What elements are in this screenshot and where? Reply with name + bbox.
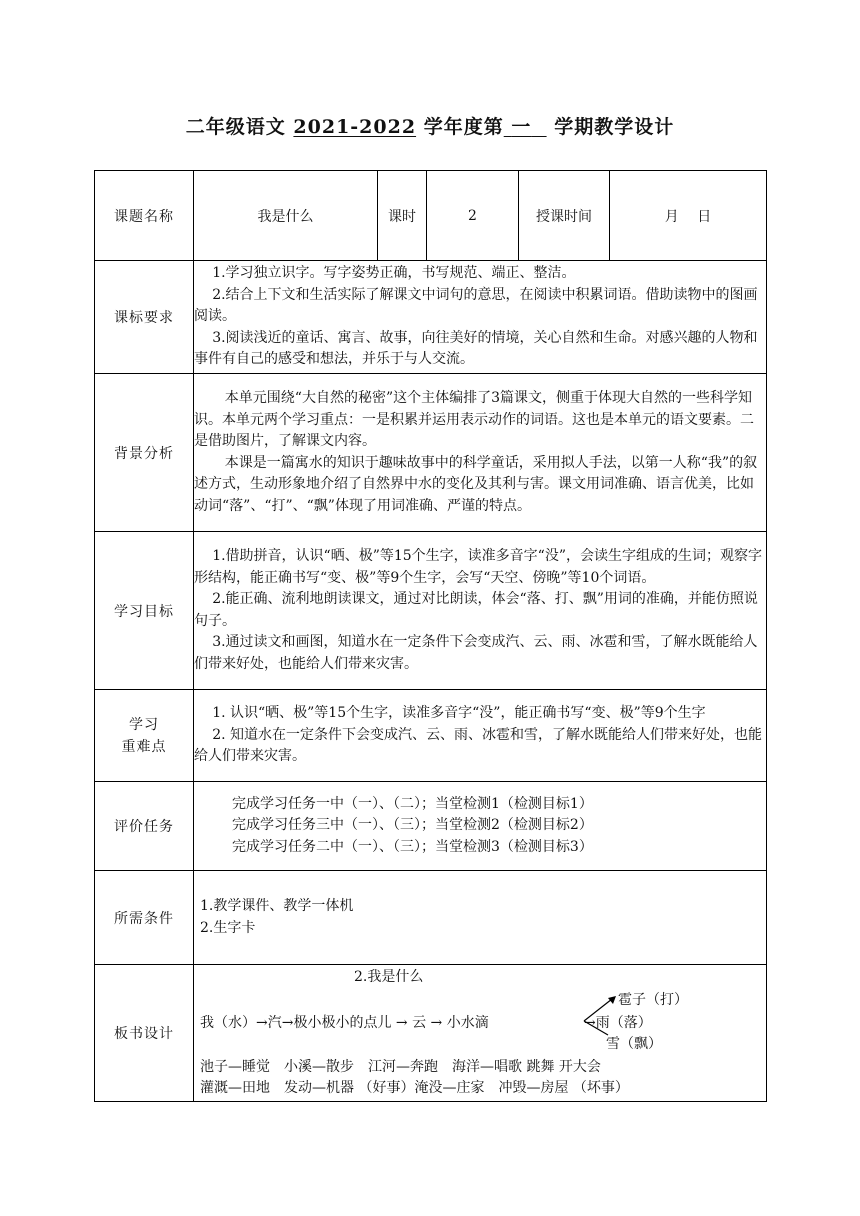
time-value: 月 日 [610, 171, 767, 261]
conditions-line: 1.教学课件、教学一体机 [200, 898, 354, 914]
board-label: 板书设计 [95, 965, 194, 1102]
page-title [0, 112, 860, 139]
conditions-label: 所需条件 [95, 871, 194, 965]
difficulties-line: 2. 知道水在一定条件下会变成汽、云、雨、冰雹和雪，了解水既能给人们带来好处，也能给人们带来灾害。 [194, 726, 762, 765]
row-standards [95, 261, 767, 374]
objectives-line: 3.通过读文和画图，知道水在一定条件下会变成汽、云、雨、冰雹和雪，了解水既能给人们带来好处，也能给人们带来灾害。 [194, 634, 758, 672]
board-content [194, 965, 767, 1102]
title-year: 2021-2022 [293, 116, 417, 138]
title-term: 一 [511, 116, 532, 138]
background-line: 本课是一篇寓水的知识于趣味故事中的科学童话，采用拟人手法，以第一人称“我”的叙述方式，生动形象地介绍了自然界中水的变化及其利与害。课文用词准确、语言优美，比如动词“落”、“打”、“飘”体现了用词准确、严谨的特点。 [194, 454, 758, 514]
row-board [95, 965, 767, 1102]
difficulties-content [194, 690, 767, 782]
lesson-plan-table [94, 170, 767, 1102]
objectives-content [194, 532, 767, 690]
difficulties-line: 1. 认识“晒、极”等15个生字，读准多音字“没”，能正确书写“变、极”等9个生字 [212, 705, 706, 722]
evaluation-content [194, 782, 767, 871]
board-branch-top: 雹子（打） [618, 992, 688, 1008]
topic-value: 我是什么 [194, 171, 378, 261]
objectives-line: 1.借助拼音，认识“晒、极”等15个生字，读准多音字“没”，会读生字组成的生词；观察字形结构，能正确书写“变、极”等9个生字，会写“天空、傍晚”等10个词语。 [194, 548, 762, 586]
standards-line: 2.结合上下文和生活实际了解课文中词句的意思，在阅读中积累词语。借助读物中的图画阅读。 [194, 286, 758, 325]
board-branch-mid: →雨（落） [584, 1015, 652, 1031]
title-prefix: 二年级语文 [185, 116, 286, 138]
topic-label: 课题名称 [95, 171, 194, 261]
evaluation-line: 完成学习任务二中（一）、（三）；当堂检测3（检测目标3） [232, 838, 593, 855]
row-background [95, 374, 767, 532]
row-difficulties [95, 690, 767, 782]
board-chain: 我（水）→汽→极小极小的点儿 → 云 → 小水滴 [200, 1015, 489, 1031]
row-topic [95, 171, 767, 261]
board-row2: 灌溉—田地 发动—机器 （好事）淹没—庄家 冲毁—房屋 （坏事） [200, 1080, 629, 1096]
title-suffix: 学期教学设计 [554, 116, 675, 138]
objectives-label: 学习目标 [95, 532, 194, 690]
standards-line: 3.阅读浅近的童话、寓言、故事，向往美好的情境，关心自然和生命。对感兴趣的人物和事件有自己的感受和想法，并乐于与人交流。 [194, 329, 758, 368]
hours-label: 课时 [378, 171, 427, 261]
standards-content [194, 261, 767, 374]
conditions-line: 2.生字卡 [200, 919, 256, 936]
time-label: 授课时间 [519, 171, 610, 261]
row-conditions [95, 871, 767, 965]
conditions-content [194, 871, 767, 965]
branch-arrows-icon [578, 993, 638, 1043]
board-design [194, 965, 766, 1098]
background-line: 本单元围绕“大自然的秘密”这个主体编排了3篇课文，侧重于体现大自然的一些科学知识。本单元两个学习重点：一是积累并运用表示动作的词语。这也是本单元的语文要素。二是借助图片，了解课文内容。 [194, 390, 754, 449]
evaluation-line: 完成学习任务一中（一）、（二）；当堂检测1（检测目标1） [232, 795, 593, 812]
row-objectives [95, 532, 767, 690]
board-row1: 池子—睡觉 小溪—散步 江河—奔跑 海洋—唱歌 跳舞 开大会 [200, 1059, 601, 1075]
board-heading: 2.我是什么 [354, 969, 424, 985]
objectives-line: 2.能正确、流利地朗读课文，通过对比朗读，体会“落、打、飘”用词的准确，并能仿照说句子。 [194, 591, 758, 629]
row-evaluation [95, 782, 767, 871]
difficulties-label-line1: 学习 [129, 716, 159, 733]
difficulties-label [95, 690, 194, 782]
background-content [194, 374, 767, 532]
evaluation-label: 评价任务 [95, 782, 194, 871]
difficulties-label-line2: 重难点 [121, 738, 167, 755]
standards-label: 课标要求 [95, 261, 194, 374]
board-branch-bottom: 雪（飘） [606, 1036, 662, 1052]
background-label: 背景分析 [95, 374, 194, 532]
standards-line: 1.学习独立识字。写字姿势正确，书写规范、端正、整洁。 [212, 265, 576, 282]
title-mid: 学年度第 [423, 116, 504, 138]
evaluation-line: 完成学习任务三中（一）、（三）；当堂检测2（检测目标2） [232, 817, 593, 834]
hours-value: 2 [427, 171, 519, 261]
